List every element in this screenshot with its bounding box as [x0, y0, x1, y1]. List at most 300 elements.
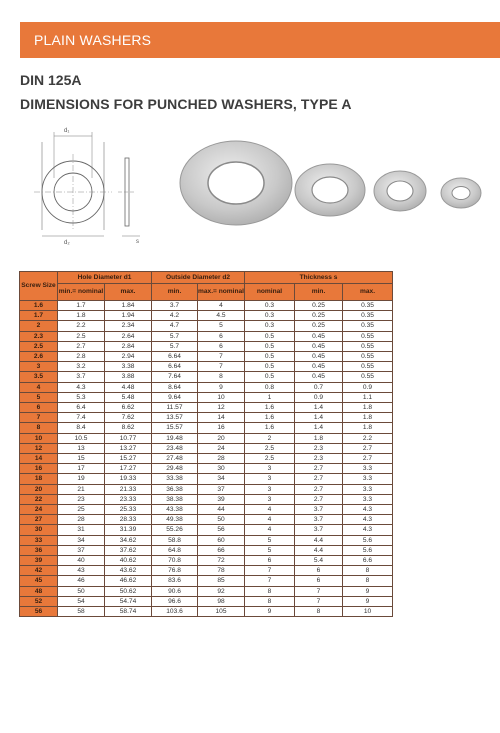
cell-thickness-nominal: 5: [245, 545, 295, 555]
cell-outside-max: 8: [198, 372, 245, 382]
subheader-thickness-nominal: nominal: [245, 284, 295, 301]
cell-hole-max: 7.62: [105, 413, 152, 423]
cell-outside-max: 78: [198, 566, 245, 576]
standard-heading: DIN 125A: [20, 72, 82, 88]
cell-thickness-nominal: 3: [245, 494, 295, 504]
cell-hole-max: 8.62: [105, 423, 152, 433]
table-row: [20, 311, 393, 321]
cell-screw-size: 3: [20, 362, 58, 372]
dimensions-table: [19, 271, 393, 617]
cell-thickness-max: 0.55: [343, 341, 393, 351]
cell-outside-max: 10: [198, 392, 245, 402]
cell-hole-min: 40: [58, 556, 105, 566]
cell-screw-size: 3.5: [20, 372, 58, 382]
cell-thickness-nominal: 3: [245, 464, 295, 474]
cell-thickness-nominal: 0.3: [245, 301, 295, 311]
cell-thickness-max: 5.6: [343, 545, 393, 555]
cell-hole-max: 1.84: [105, 301, 152, 311]
cell-thickness-max: 0.35: [343, 321, 393, 331]
cell-outside-max: 39: [198, 494, 245, 504]
cell-outside-min: 27.48: [152, 454, 198, 464]
table-row: [20, 423, 393, 433]
washer-photo-medium: [295, 164, 365, 216]
cell-thickness-max: 0.55: [343, 331, 393, 341]
table-row: [20, 443, 393, 453]
cell-hole-max: 15.27: [105, 454, 152, 464]
table-row: [20, 341, 393, 351]
cell-hole-max: 6.62: [105, 403, 152, 413]
cell-thickness-min: 6: [295, 566, 343, 576]
cell-hole-max: 10.77: [105, 433, 152, 443]
cell-hole-min: 10.5: [58, 433, 105, 443]
cell-thickness-min: 2.7: [295, 474, 343, 484]
cell-hole-max: 13.27: [105, 443, 152, 453]
cell-thickness-nominal: 2.5: [245, 443, 295, 453]
cell-hole-max: 43.62: [105, 566, 152, 576]
cell-outside-min: 70.8: [152, 556, 198, 566]
cell-outside-min: 36.38: [152, 484, 198, 494]
cell-thickness-max: 1.8: [343, 423, 393, 433]
cell-outside-max: 85: [198, 576, 245, 586]
cell-hole-max: 28.33: [105, 515, 152, 525]
cell-thickness-min: 0.25: [295, 301, 343, 311]
subheader-outside-min: min.: [152, 284, 198, 301]
cell-thickness-max: 4.3: [343, 505, 393, 515]
cell-thickness-min: 0.25: [295, 311, 343, 321]
cell-thickness-nominal: 0.3: [245, 321, 295, 331]
cell-hole-max: 21.33: [105, 484, 152, 494]
cell-thickness-max: 3.3: [343, 464, 393, 474]
cell-outside-max: 7: [198, 362, 245, 372]
cell-hole-max: 3.38: [105, 362, 152, 372]
cell-outside-max: 50: [198, 515, 245, 525]
cell-hole-min: 17: [58, 464, 105, 474]
cell-thickness-nominal: 1.6: [245, 403, 295, 413]
cell-thickness-nominal: 5: [245, 535, 295, 545]
cell-screw-size: 24: [20, 505, 58, 515]
table-group-header-row: [20, 272, 393, 284]
table-sub-header-row: [20, 284, 393, 301]
cell-outside-max: 98: [198, 596, 245, 606]
cell-outside-min: 6.64: [152, 352, 198, 362]
table-row: [20, 545, 393, 555]
cell-outside-max: 44: [198, 505, 245, 515]
cell-screw-size: 33: [20, 535, 58, 545]
cell-hole-max: 31.39: [105, 525, 152, 535]
cell-thickness-min: 0.25: [295, 321, 343, 331]
label-d1: d₁: [64, 128, 70, 134]
section-banner: [20, 22, 500, 58]
cell-thickness-max: 5.6: [343, 535, 393, 545]
cell-hole-min: 43: [58, 566, 105, 576]
cell-screw-size: 2.3: [20, 331, 58, 341]
cell-screw-size: 2.5: [20, 341, 58, 351]
cell-hole-min: 31: [58, 525, 105, 535]
header-hole-diameter: Hole Diameter d1: [58, 272, 152, 284]
cell-screw-size: 7: [20, 413, 58, 423]
cell-thickness-nominal: 7: [245, 566, 295, 576]
cell-outside-min: 4.7: [152, 321, 198, 331]
cell-thickness-max: 2.7: [343, 454, 393, 464]
banner-title: PLAIN WASHERS: [34, 32, 152, 48]
cell-outside-min: 4.2: [152, 311, 198, 321]
cell-hole-min: 13: [58, 443, 105, 453]
cell-thickness-max: 1.8: [343, 413, 393, 423]
cell-hole-max: 23.33: [105, 494, 152, 504]
cell-thickness-min: 5.4: [295, 556, 343, 566]
cell-outside-max: 14: [198, 413, 245, 423]
cell-outside-max: 30: [198, 464, 245, 474]
cell-hole-min: 2.5: [58, 331, 105, 341]
cell-hole-min: 7.4: [58, 413, 105, 423]
cell-thickness-max: 3.3: [343, 474, 393, 484]
table-row: [20, 556, 393, 566]
washer-photo-smallest: [441, 178, 481, 208]
cell-outside-min: 13.57: [152, 413, 198, 423]
cell-thickness-nominal: 3: [245, 484, 295, 494]
cell-outside-min: 5.7: [152, 331, 198, 341]
cell-thickness-min: 2.3: [295, 443, 343, 453]
cell-screw-size: 42: [20, 566, 58, 576]
cell-thickness-max: 0.55: [343, 352, 393, 362]
cell-hole-min: 21: [58, 484, 105, 494]
cell-outside-max: 60: [198, 535, 245, 545]
cell-hole-max: 2.84: [105, 341, 152, 351]
table-row: [20, 484, 393, 494]
cell-outside-max: 4.5: [198, 311, 245, 321]
cell-thickness-min: 2.7: [295, 484, 343, 494]
cell-thickness-nominal: 2: [245, 433, 295, 443]
cell-screw-size: 56: [20, 607, 58, 617]
cell-hole-max: 5.48: [105, 392, 152, 402]
cell-thickness-max: 0.55: [343, 362, 393, 372]
washer-photos: [178, 138, 484, 228]
cell-thickness-min: 0.45: [295, 341, 343, 351]
cell-outside-min: 33.38: [152, 474, 198, 484]
cell-hole-min: 34: [58, 535, 105, 545]
cell-hole-min: 2.7: [58, 341, 105, 351]
cell-screw-size: 48: [20, 586, 58, 596]
cell-thickness-max: 1.8: [343, 403, 393, 413]
cell-outside-max: 20: [198, 433, 245, 443]
cell-outside-min: 58.8: [152, 535, 198, 545]
cell-thickness-nominal: 0.5: [245, 331, 295, 341]
cell-thickness-max: 1.1: [343, 392, 393, 402]
cell-thickness-min: 7: [295, 596, 343, 606]
subheader-hole-max: max.: [105, 284, 152, 301]
cell-outside-min: 19.48: [152, 433, 198, 443]
table-row: [20, 403, 393, 413]
cell-outside-max: 6: [198, 341, 245, 351]
cell-hole-max: 2.94: [105, 352, 152, 362]
table-row: [20, 382, 393, 392]
table-row: [20, 505, 393, 515]
cell-outside-max: 24: [198, 443, 245, 453]
table-row: [20, 331, 393, 341]
cell-thickness-max: 3.3: [343, 494, 393, 504]
table-row: [20, 362, 393, 372]
cell-hole-min: 54: [58, 596, 105, 606]
header-thickness: Thickness s: [245, 272, 393, 284]
washer-photo-large: [180, 141, 292, 225]
cell-hole-max: 25.33: [105, 505, 152, 515]
cell-thickness-min: 0.9: [295, 392, 343, 402]
cell-hole-min: 3.2: [58, 362, 105, 372]
cell-outside-max: 6: [198, 331, 245, 341]
cell-outside-min: 15.57: [152, 423, 198, 433]
cell-screw-size: 8: [20, 423, 58, 433]
cell-outside-max: 28: [198, 454, 245, 464]
cell-hole-max: 40.62: [105, 556, 152, 566]
cell-hole-min: 37: [58, 545, 105, 555]
table-row: [20, 494, 393, 504]
table-body: [20, 301, 393, 617]
cell-hole-max: 54.74: [105, 596, 152, 606]
cell-outside-min: 103.6: [152, 607, 198, 617]
cell-hole-min: 8.4: [58, 423, 105, 433]
cell-outside-min: 83.6: [152, 576, 198, 586]
cell-screw-size: 27: [20, 515, 58, 525]
cell-screw-size: 14: [20, 454, 58, 464]
cell-hole-min: 2.2: [58, 321, 105, 331]
table-row: [20, 596, 393, 606]
cell-outside-min: 7.64: [152, 372, 198, 382]
cell-thickness-nominal: 9: [245, 607, 295, 617]
cell-hole-max: 17.27: [105, 464, 152, 474]
cell-thickness-max: 3.3: [343, 484, 393, 494]
cell-thickness-min: 4.4: [295, 545, 343, 555]
cell-hole-min: 23: [58, 494, 105, 504]
cell-outside-min: 49.38: [152, 515, 198, 525]
cell-hole-max: 2.34: [105, 321, 152, 331]
table-row: [20, 433, 393, 443]
cell-thickness-max: 4.3: [343, 525, 393, 535]
cell-screw-size: 12: [20, 443, 58, 453]
cell-thickness-min: 0.45: [295, 362, 343, 372]
cell-outside-min: 9.64: [152, 392, 198, 402]
cell-thickness-nominal: 3: [245, 474, 295, 484]
cell-hole-max: 1.94: [105, 311, 152, 321]
cell-screw-size: 1.7: [20, 311, 58, 321]
cell-hole-min: 3.7: [58, 372, 105, 382]
cell-thickness-min: 3.7: [295, 515, 343, 525]
cell-screw-size: 39: [20, 556, 58, 566]
cell-screw-size: 22: [20, 494, 58, 504]
cell-hole-min: 5.3: [58, 392, 105, 402]
cell-thickness-nominal: 4: [245, 525, 295, 535]
subheader-thickness-max: max.: [343, 284, 393, 301]
table-row: [20, 586, 393, 596]
cell-outside-min: 29.48: [152, 464, 198, 474]
cell-thickness-min: 0.45: [295, 372, 343, 382]
cell-thickness-max: 9: [343, 586, 393, 596]
cell-hole-max: 46.62: [105, 576, 152, 586]
cell-hole-min: 28: [58, 515, 105, 525]
cell-screw-size: 5: [20, 392, 58, 402]
cell-outside-min: 38.38: [152, 494, 198, 504]
cell-thickness-min: 7: [295, 586, 343, 596]
cell-hole-min: 2.8: [58, 352, 105, 362]
cell-thickness-nominal: 0.5: [245, 372, 295, 382]
cell-screw-size: 2: [20, 321, 58, 331]
cell-thickness-min: 0.45: [295, 352, 343, 362]
page-subtitle: DIMENSIONS FOR PUNCHED WASHERS, TYPE A: [20, 96, 352, 112]
subheader-hole-min: min.= nominal: [58, 284, 105, 301]
cell-thickness-max: 0.55: [343, 372, 393, 382]
cell-outside-max: 105: [198, 607, 245, 617]
table-row: [20, 392, 393, 402]
cell-outside-min: 55.26: [152, 525, 198, 535]
cell-outside-min: 11.57: [152, 403, 198, 413]
cell-hole-max: 58.74: [105, 607, 152, 617]
cell-outside-min: 23.48: [152, 443, 198, 453]
cell-thickness-max: 0.9: [343, 382, 393, 392]
cell-thickness-max: 0.35: [343, 311, 393, 321]
cell-outside-max: 56: [198, 525, 245, 535]
cell-hole-min: 50: [58, 586, 105, 596]
cell-hole-max: 3.88: [105, 372, 152, 382]
table-row: [20, 352, 393, 362]
subheader-thickness-min: min.: [295, 284, 343, 301]
cell-thickness-max: 0.35: [343, 301, 393, 311]
cell-outside-min: 8.64: [152, 382, 198, 392]
cell-screw-size: 36: [20, 545, 58, 555]
cell-hole-max: 34.62: [105, 535, 152, 545]
cell-hole-max: 19.33: [105, 474, 152, 484]
cell-hole-min: 4.3: [58, 382, 105, 392]
cell-screw-size: 18: [20, 474, 58, 484]
table-row: [20, 321, 393, 331]
table-row: [20, 525, 393, 535]
cell-hole-min: 1.8: [58, 311, 105, 321]
cell-screw-size: 6: [20, 403, 58, 413]
cell-outside-max: 9: [198, 382, 245, 392]
table-row: [20, 474, 393, 484]
cell-thickness-nominal: 1.6: [245, 413, 295, 423]
cell-outside-min: 43.38: [152, 505, 198, 515]
cell-outside-min: 3.7: [152, 301, 198, 311]
label-d2: d₂: [64, 240, 70, 246]
cell-screw-size: 52: [20, 596, 58, 606]
cell-outside-max: 5: [198, 321, 245, 331]
cell-hole-min: 58: [58, 607, 105, 617]
cell-thickness-max: 8: [343, 566, 393, 576]
cell-thickness-min: 1.8: [295, 433, 343, 443]
cell-hole-min: 25: [58, 505, 105, 515]
cell-thickness-min: 4.4: [295, 535, 343, 545]
cell-thickness-max: 6.6: [343, 556, 393, 566]
washer-technical-drawing: [22, 122, 172, 246]
cell-thickness-nominal: 0.8: [245, 382, 295, 392]
cell-thickness-nominal: 2.5: [245, 454, 295, 464]
cell-hole-max: 37.62: [105, 545, 152, 555]
table-row: [20, 301, 393, 311]
cell-hole-max: 2.64: [105, 331, 152, 341]
cell-outside-max: 37: [198, 484, 245, 494]
cell-thickness-max: 2.2: [343, 433, 393, 443]
header-outside-diameter: Outside Diameter d2: [152, 272, 245, 284]
cell-thickness-nominal: 4: [245, 515, 295, 525]
label-s: s: [136, 239, 139, 245]
subheader-outside-max: max.= nominal: [198, 284, 245, 301]
cell-thickness-min: 0.7: [295, 382, 343, 392]
cell-thickness-nominal: 8: [245, 596, 295, 606]
cell-thickness-min: 2.7: [295, 494, 343, 504]
cell-hole-min: 1.7: [58, 301, 105, 311]
cell-thickness-min: 0.45: [295, 331, 343, 341]
cell-outside-max: 7: [198, 352, 245, 362]
cell-thickness-max: 8: [343, 576, 393, 586]
cell-thickness-min: 6: [295, 576, 343, 586]
cell-thickness-max: 10: [343, 607, 393, 617]
cell-outside-min: 5.7: [152, 341, 198, 351]
table-row: [20, 464, 393, 474]
header-screw-size: Screw Size: [20, 272, 58, 301]
cell-screw-size: 10: [20, 433, 58, 443]
cell-screw-size: 16: [20, 464, 58, 474]
cell-outside-max: 4: [198, 301, 245, 311]
cell-outside-max: 34: [198, 474, 245, 484]
table-row: [20, 413, 393, 423]
table-row: [20, 454, 393, 464]
table-row: [20, 607, 393, 617]
cell-thickness-max: 2.7: [343, 443, 393, 453]
cell-thickness-max: 9: [343, 596, 393, 606]
table-row: [20, 535, 393, 545]
cell-thickness-nominal: 1.6: [245, 423, 295, 433]
cell-screw-size: 1.6: [20, 301, 58, 311]
cell-outside-min: 76.8: [152, 566, 198, 576]
cell-thickness-min: 1.4: [295, 423, 343, 433]
cell-thickness-min: 2.7: [295, 464, 343, 474]
cell-thickness-min: 3.7: [295, 525, 343, 535]
cell-thickness-nominal: 7: [245, 576, 295, 586]
cell-thickness-nominal: 0.3: [245, 311, 295, 321]
cell-thickness-nominal: 6: [245, 556, 295, 566]
dimensions-table-wrapper: [19, 271, 392, 617]
cell-thickness-min: 1.4: [295, 413, 343, 423]
table-row: [20, 576, 393, 586]
cell-hole-min: 15: [58, 454, 105, 464]
cell-outside-max: 72: [198, 556, 245, 566]
cell-thickness-nominal: 8: [245, 586, 295, 596]
cell-hole-min: 19: [58, 474, 105, 484]
cell-hole-min: 46: [58, 576, 105, 586]
cell-outside-min: 90.6: [152, 586, 198, 596]
cell-outside-min: 6.64: [152, 362, 198, 372]
cell-screw-size: 45: [20, 576, 58, 586]
washer-photo-small: [374, 171, 426, 211]
table-row: [20, 515, 393, 525]
table-row: [20, 566, 393, 576]
cell-outside-max: 12: [198, 403, 245, 413]
cell-outside-max: 16: [198, 423, 245, 433]
cell-hole-min: 6.4: [58, 403, 105, 413]
cell-thickness-max: 4.3: [343, 515, 393, 525]
cell-thickness-nominal: 0.5: [245, 362, 295, 372]
cell-outside-max: 92: [198, 586, 245, 596]
table-row: [20, 372, 393, 382]
cell-outside-min: 64.8: [152, 545, 198, 555]
cell-outside-min: 96.6: [152, 596, 198, 606]
cell-thickness-nominal: 4: [245, 505, 295, 515]
cell-outside-max: 66: [198, 545, 245, 555]
cell-screw-size: 30: [20, 525, 58, 535]
cell-hole-max: 4.48: [105, 382, 152, 392]
cell-thickness-nominal: 0.5: [245, 352, 295, 362]
cell-thickness-min: 1.4: [295, 403, 343, 413]
cell-screw-size: 20: [20, 484, 58, 494]
